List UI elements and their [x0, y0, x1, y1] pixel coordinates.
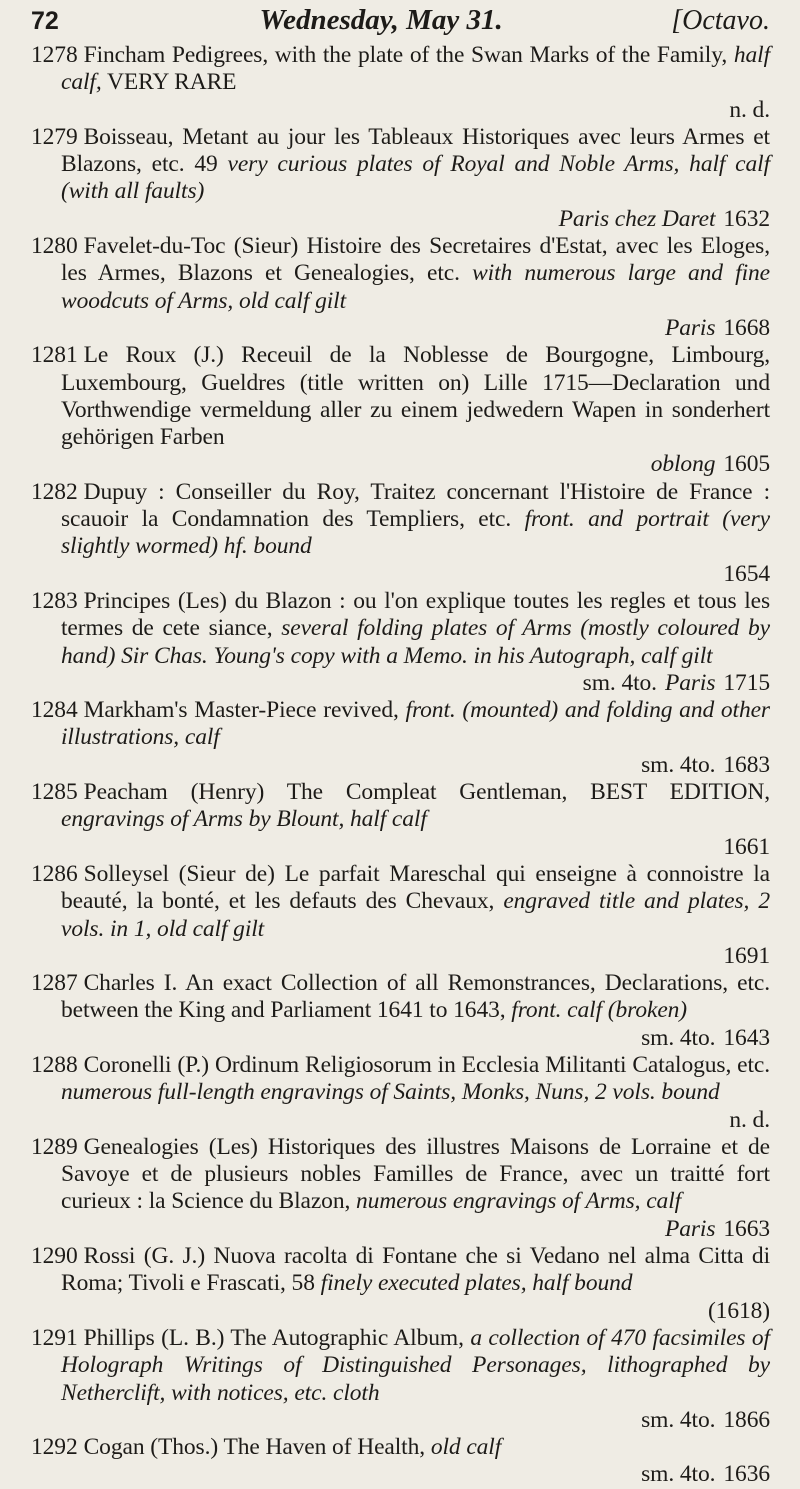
lot-place: oblong [650, 451, 716, 478]
lot-entry [31, 779, 770, 861]
lot-rarity: VERY RARE [106, 69, 237, 96]
lot-entry [31, 1134, 770, 1243]
lot-author: Markham's [83, 697, 188, 724]
lot-entry [31, 479, 770, 588]
lot-author: Boisseau, [83, 123, 174, 150]
lot-list [31, 42, 770, 1489]
lot-imprint [61, 315, 770, 342]
lot-entry [31, 970, 770, 1052]
lot-entry [31, 1052, 770, 1134]
lot-year: 1866 [723, 1406, 770, 1433]
lot-condition-note: finely executed plates, half bound [320, 1270, 633, 1297]
lot-imprint [61, 1461, 770, 1488]
lot-imprint [61, 1407, 770, 1434]
lot-condition-note: several folding plates of Arms (mostly coloured by hand) Sir Chas. Young's copy with a Memo. in his Autograph, calf gilt [61, 615, 770, 669]
lot-description: Conseiller du Roy, Traitez concernant l'Histoire de France : scauoir la Condamnation des Templiers, etc. [61, 478, 770, 533]
lot-year: (1618) [707, 1297, 770, 1324]
lot-imprint [61, 670, 770, 697]
lot-format: sm. 4to. [641, 1406, 716, 1433]
lot-imprint [61, 1298, 770, 1325]
lot-author: Favelet-du-Toc (Sieur) [83, 233, 299, 260]
lot-author: Fincham [83, 42, 166, 68]
lot-entry [31, 861, 770, 970]
lot-author: Coronelli (P.) [83, 1051, 209, 1078]
lot-year: 1691 [723, 942, 770, 969]
lot-year: 1636 [723, 1461, 770, 1488]
lot-author: Peacham (Henry) [83, 779, 265, 806]
lot-imprint [61, 752, 770, 779]
lot-author: Charles I. [83, 970, 178, 997]
lot-number: 1288 [31, 1051, 78, 1078]
lot-imprint [61, 1216, 770, 1243]
lot-imprint [61, 97, 770, 124]
lot-entry [31, 124, 770, 233]
lot-number: 1284 [31, 697, 78, 724]
lot-description: Histoire des Secretaires d'Estat, avec les Eloges, les Armes, Blazons et Genealogies, etc. [61, 233, 770, 287]
lot-author: Cogan (Thos.) [83, 1434, 219, 1461]
lot-place: Paris [664, 314, 716, 341]
lot-year: n. d. [729, 96, 770, 123]
lot-author: Genealogies (Les) [83, 1133, 258, 1160]
lot-number: 1282 [31, 478, 78, 505]
lot-year: 1663 [723, 1215, 770, 1242]
lot-number: 1281 [31, 342, 78, 369]
lot-entry [31, 342, 770, 478]
lot-description: Le parfait Mareschal qui enseigne à connoistre la beauté, la bonté, et les defauts des Chevaux, [61, 860, 770, 915]
lot-place: Paris [664, 1215, 716, 1242]
lot-condition-note: a collection of 470 facsimiles of Holograph Writings of Distinguished Personages, lithographed by Netherclift, with notices, etc. cloth [61, 1324, 770, 1406]
lot-number: 1291 [31, 1324, 78, 1351]
lot-format: sm. 4to. [641, 1024, 716, 1051]
lot-format: sm. 4to. [582, 669, 657, 696]
lot-imprint [61, 451, 770, 478]
lot-imprint [61, 1025, 770, 1052]
lot-author: Phillips (L. B.) [83, 1324, 225, 1351]
page-header [31, 0, 770, 40]
lot-number: 1287 [31, 970, 78, 997]
lot-description: Historiques des illustres Maisons de Lorraine et de Savoye et de plusieurs nobles Familles de France, avec un traitté fort curieux : la Science du Blazon, [61, 1133, 771, 1215]
lot-condition-note: old calf [430, 1434, 502, 1461]
lot-place: Paris [664, 669, 716, 696]
lot-description: Nuova racolta di Fontane che si Vedano nel alma Citta di Roma; Tivoli e Frascati, 58 [61, 1243, 770, 1297]
lot-description: Metant au jour les Tableaux Historiques avec leurs Armes et Blazons, etc. 49 [61, 123, 770, 178]
lot-year: 1715 [723, 669, 770, 696]
lot-description: Ordinum Religiosorum in Ecclesia Militanti Catalogus, etc. [214, 1051, 771, 1078]
sale-date: Wednesday, May 31. [259, 4, 503, 36]
lot-description: An exact Collection of all Remonstrances, Declarations, etc. between the King and Parliament 1641 to 1643, [61, 970, 770, 1024]
lot-description: The Compleat Gentleman, BEST EDITION, [286, 779, 770, 806]
lot-number: 1280 [31, 233, 78, 260]
lot-entry [31, 233, 770, 342]
lot-number: 1278 [31, 42, 78, 68]
section-format: [Octavo. [671, 5, 770, 36]
page-number: 72 [31, 7, 59, 35]
lot-description: Pedigrees, with the plate of the Swan Marks of the Family, [171, 42, 728, 68]
lot-year: 1661 [723, 833, 770, 860]
lot-condition-note: numerous full-length engravings of Saints, Monks, Nuns, 2 vols. bound [61, 1079, 720, 1106]
lot-year: n. d. [729, 1106, 770, 1133]
lot-condition-note: engravings of Arms by Blount, half calf [61, 806, 427, 833]
lot-number: 1292 [31, 1434, 78, 1461]
lot-description: Receuil de la Noblesse de Bourgogne, Limbourg, Luxembourg, Gueldres (title written on) Lille 1715—Declaration und Vorthwendige vermeldung aller zu einem jedwedern Wapen in sonderhert gehörigen Farben [61, 342, 771, 451]
lot-description: du Blazon : ou l'on explique toutes les regles et tous les termes de cete siance, [61, 587, 771, 642]
lot-author: Dupuy : [83, 478, 165, 505]
lot-entry [31, 588, 770, 697]
lot-condition-note: with numerous large and fine woodcuts of Arms, old calf gilt [61, 260, 770, 314]
lot-entry [31, 697, 770, 779]
lot-imprint [61, 206, 770, 233]
lot-author: Le Roux (J.) [83, 342, 224, 369]
lot-condition-note: front. and portrait (very slightly wormed) hf. bound [61, 506, 770, 560]
lot-condition-note: very curious plates of Royal and Noble Arms, half calf (with all faults) [61, 151, 771, 205]
lot-year: 1632 [723, 205, 770, 232]
lot-year: 1683 [723, 751, 770, 778]
lot-author: Solleysel (Sieur de) [83, 860, 275, 887]
lot-condition-note: engraved title and plates, 2 vols. in 1, old calf gilt [61, 888, 770, 942]
lot-description: The Haven of Health, [223, 1434, 426, 1461]
lot-author: Rossi (G. J.) [83, 1243, 206, 1270]
lot-imprint [61, 1107, 770, 1134]
lot-number: 1289 [31, 1133, 78, 1160]
lot-place: Paris chez Daret [558, 205, 716, 232]
lot-year: 1654 [723, 560, 770, 587]
lot-description: Master-Piece revived, [194, 697, 399, 724]
lot-imprint [61, 943, 770, 970]
lot-entry [31, 42, 770, 124]
lot-entry [31, 1325, 770, 1434]
lot-entry [31, 1243, 770, 1325]
lot-number: 1290 [31, 1243, 78, 1270]
lot-condition-note: front. calf (broken) [511, 997, 688, 1024]
lot-year: 1643 [723, 1024, 770, 1051]
lot-year: 1605 [723, 451, 770, 478]
lot-format: sm. 4to. [641, 1461, 716, 1488]
lot-year: 1668 [723, 314, 770, 341]
lot-condition-note: numerous engravings of Arms, calf [356, 1188, 682, 1215]
lot-imprint [61, 834, 770, 861]
lot-author: Principes (Les) [83, 587, 227, 614]
lot-number: 1279 [31, 123, 78, 150]
lot-number: 1286 [31, 860, 78, 887]
lot-number: 1283 [31, 587, 78, 614]
lot-entry [31, 1434, 770, 1489]
lot-description: The Autographic Album, [230, 1324, 464, 1351]
lot-condition-note: half calf, [61, 42, 771, 96]
lot-format: sm. 4to. [641, 751, 716, 778]
lot-imprint [61, 561, 770, 588]
lot-number: 1285 [31, 779, 78, 806]
lot-condition-note: front. (mounted) and folding and other illustrations, calf [61, 697, 770, 751]
